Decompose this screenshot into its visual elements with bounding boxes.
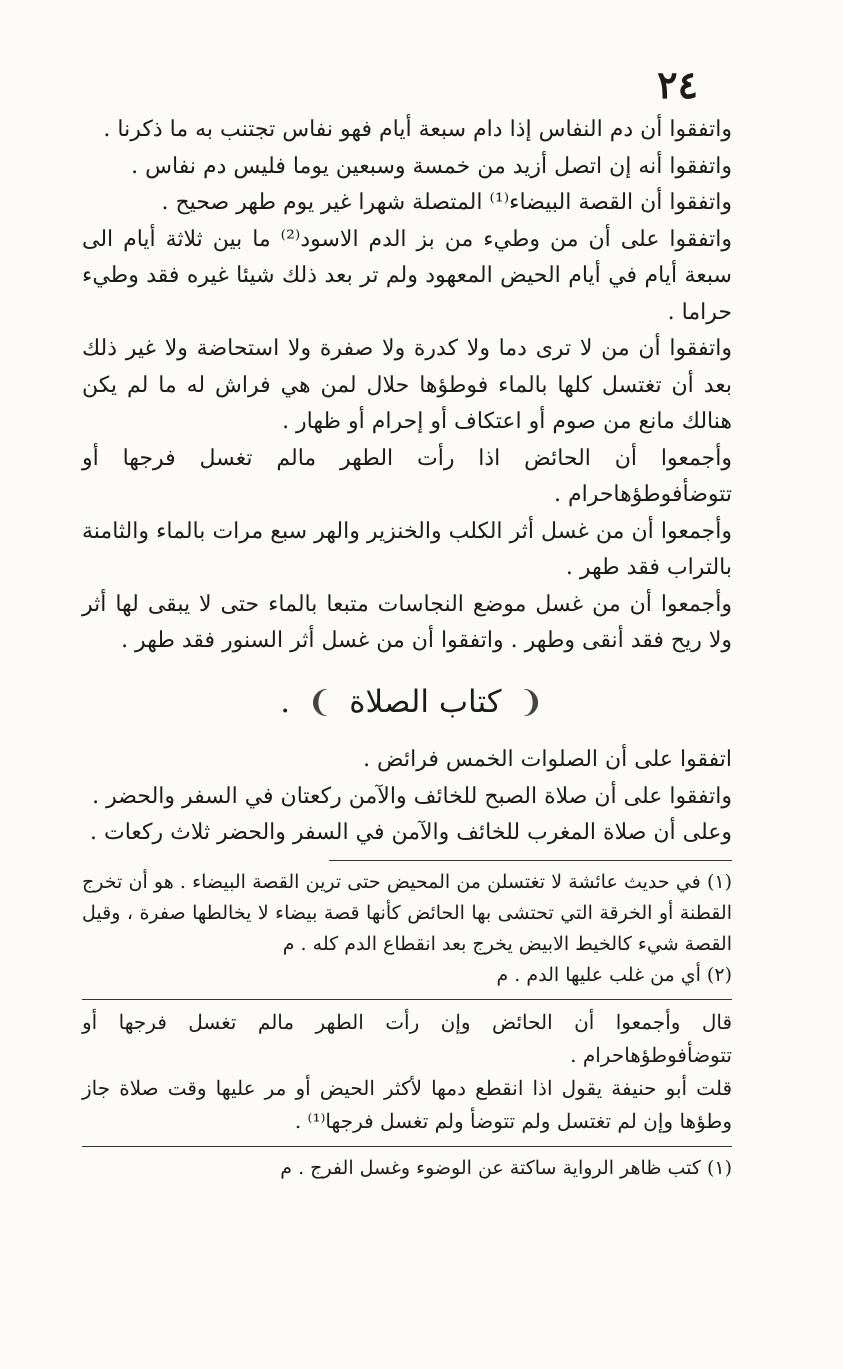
paragraph: واتفقوا أن من لا ترى دما ولا كدرة ولا صفرة ولا استحاضة ولا غير ذلك بعد أن تغتسل كلها بالماء فوطؤها حلال لمن هي فراش له ما لم يكن هنالك مانع من صوم أو اعتكاف أو إحرام أو ظهار .	[82, 336, 732, 434]
paragraph: واتفقوا أن دم النفاس إذا دام سبعة أيام فهو نفاس تجتنب به ما ذكرنا .	[103, 117, 732, 142]
paragraph: وعلى أن صلاة المغرب للخائف والآمن في السفر والحضر ثلاث ركعات .	[90, 820, 732, 845]
footnote-divider	[329, 860, 732, 861]
paragraph: اتفقوا على أن الصلوات الخمس فرائض .	[363, 747, 732, 772]
commentary-paragraph: قال وأجمعوا أن الحائض وإن رأت الطهر مالم تغسل فرجها أو تتوضأفوطؤهاحرام .	[82, 1009, 732, 1067]
section-title: كتاب الصلاة	[349, 683, 502, 720]
paragraph: وأجمعوا أن الحائض اذا رأت الطهر مالم تغسل فرجها أو تتوضأفوطؤهاحرام .	[82, 445, 732, 507]
page-number: ٢٤	[657, 62, 698, 107]
paragraph: وأجمعوا أن من غسل أثر الكلب والخنزير والهر سبع مرات بالماء والثامنة بالتراب فقد طهر .	[82, 518, 732, 580]
commentary-footnote: (١) كتب ظاهر الرواية ساكتة عن الوضوء وغسل الفرج . م	[280, 1156, 732, 1179]
paragraph: واتفقوا أن القصة البيضاء⁽¹⁾ المتصلة شهرا غير يوم طهر صحيح .	[161, 190, 732, 215]
section-title-suffix: .	[280, 683, 291, 720]
commentary-footnote-divider	[82, 1146, 732, 1147]
ornament-icon: ❨	[518, 684, 544, 720]
section-heading	[82, 680, 732, 725]
paragraph: واتفقوا أنه إن اتصل أزيد من خمسة وسبعين يوما فليس دم نفاس .	[131, 153, 732, 179]
commentary-paragraph: قلت أبو حنيفة يقول اذا انقطع دمها لأكثر الحيض أو مر عليها وقت صلاة جاز وطؤها وإن لم تغتسل ولم تتوضأ ولم تغسل فرجها⁽¹⁾ .	[82, 1075, 732, 1133]
paragraph: وأجمعوا أن من غسل موضع النجاسات متبعا بالماء حتى لا يبقى لها أثر ولا ريح فقد أنقى وطهر . واتفقوا أن من غسل أثر السنور فقد طهر .	[82, 591, 732, 653]
commentary-divider	[82, 999, 732, 1000]
footnote: (١) في حديث عائشة لا تغتسلن من المحيض حتى ترين القصة البيضاء . هو أن تخرج القطنة أو الخرقة التي تحتشى بها الحائض كأنها قصة بيضاء لا يخالطها صفرة ، وقيل القصة شيء كالخيط الابيض يخرج بعد انقطاع الدم كله . م	[82, 870, 732, 955]
paragraph: واتفقوا على أن صلاة الصبح للخائف والآمن ركعتان في السفر والحضر .	[92, 783, 732, 809]
paragraph: واتفقوا على أن من وطيء من بز الدم الاسود⁽²⁾ ما بين ثلاثة أيام الى سبعة أيام في أيام الحيض المعهود ولم تر بعد ذلك شيئا غيره فقد وطيء حراما .	[82, 226, 733, 325]
main-text	[82, 112, 732, 1184]
footnote: (٢) أي من غلب عليها الدم . م	[496, 963, 732, 986]
ornament-icon: ❩	[307, 684, 333, 720]
